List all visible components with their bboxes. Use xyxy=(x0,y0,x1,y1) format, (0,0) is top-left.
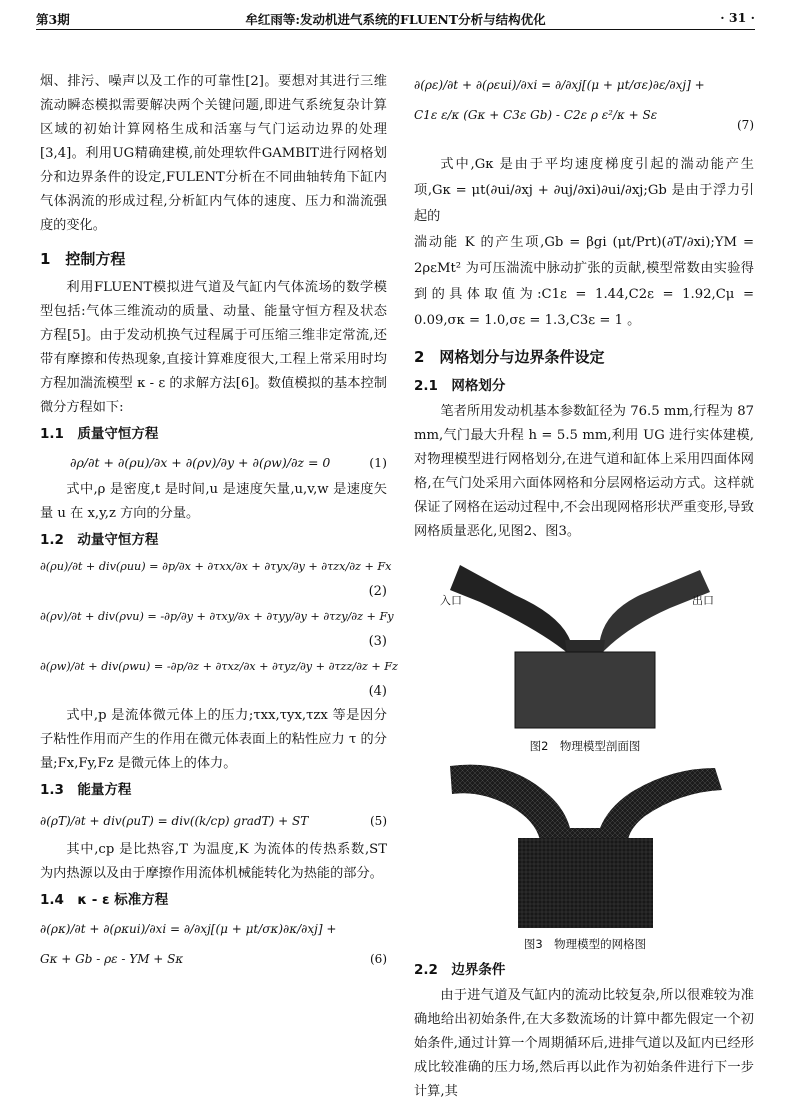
equation-6-number: (6) xyxy=(370,952,387,966)
boundary-paragraph: 由于进气道及气缸内的流动比较复杂,所以很难较为准确地给出初始条件,在大多数流场的计算中都先假定一个初始条件,通过计算一个周期循环后,进排气道以及缸内已经形成比较准确的压力场,然后再以此作为初始条件进行下一步计算,其 xyxy=(414,988,754,1099)
figure-2 xyxy=(420,560,750,760)
equation-4 xyxy=(40,654,398,680)
figure-2-drawing xyxy=(420,560,750,730)
k-epsilon-explanation-1: 式中,Gκ 是由于平均速度梯度引起的湍动能产生项,Gκ = μt(∂ui/∂xj + ∂uj/∂xi)∂ui/∂xj;Gb 是由于浮力引起的 xyxy=(414,157,754,224)
equation-7-number: (7) xyxy=(737,118,754,132)
equation-7-body: ∂(ρε)/∂t + ∂(ρεui)/∂xi = ∂/∂xj[(μ + μt/σε)∂ε/∂xj] + C1ε ε/κ (Gκ + C3ε Gb) - C2ε ρ ε²/κ + Sε xyxy=(414,78,705,122)
equation-6 xyxy=(40,914,387,978)
section-2-heading: 2 网格划分与边界条件设定 xyxy=(414,348,605,366)
subsection-1-1-heading: 1.1 质量守恒方程 xyxy=(40,426,159,442)
equation-4-number: (4) xyxy=(368,684,387,699)
equation-3-body: ∂(ρv)/∂t + div(ρvu) = -∂p/∂y + ∂τxy/∂x + ∂τyy/∂y + ∂τzy/∂z + Fy xyxy=(40,610,394,623)
mesh-paragraph: 笔者所用发动机基本参数缸径为 76.5 mm,行程为 87 mm,气门最大升程 h = 5.5 mm,利用 UG 进行实体建模,对物理模型进行网格划分,在进气道和缸体上采用四面体网格,在气门处采用六面体网格和分层网格运动方式。这样就保证了网格在运动过程中,不会出现网格形状严重变形,导致网格质量恶化,见图2、图3。 xyxy=(414,404,754,539)
momentum-eq-explanation: 式中,p 是流体微元体上的压力;τxx,τyx,τzx 等是因分子粘性作用而产生的作用在微元体表面上的粘性应力 τ 的分量;Fx,Fy,Fz 是微元体上的体力。 xyxy=(40,708,387,771)
mass-eq-explanation: 式中,ρ 是密度,t 是时间,u 是速度矢量,u,v,w 是速度矢量 u 在 x,y,z 方向的分量。 xyxy=(40,482,387,521)
equation-2-number: (2) xyxy=(368,584,387,599)
equation-4-number-row xyxy=(40,680,387,704)
energy-eq-explanation: 其中,cp 是比热容,T 为温度,K 为流体的传热系数,ST 为内热源以及由于摩擦作用流体机械能转化为热能的部分。 xyxy=(40,842,387,881)
equation-5-body: ∂(ρT)/∂t + div(ρuT) = div((k/cp) gradT) + ST xyxy=(40,814,309,828)
equation-1 xyxy=(40,448,387,478)
subsection-2-2-heading: 2.2 边界条件 xyxy=(414,962,506,978)
subsection-1-3-heading: 1.3 能量方程 xyxy=(40,782,132,798)
subsection-1-2-heading: 1.2 动量守恒方程 xyxy=(40,532,159,548)
header-rule xyxy=(36,29,755,30)
equation-3-number-row xyxy=(40,630,387,654)
right-column xyxy=(414,70,754,544)
equation-5-number: (5) xyxy=(370,814,387,828)
figure-3 xyxy=(440,758,730,956)
equation-3-number: (3) xyxy=(368,634,387,649)
equation-1-body: ∂ρ/∂t + ∂(ρu)/∂x + ∂(ρv)/∂y + ∂(ρw)/∂z = 0 xyxy=(70,455,331,470)
equation-7 xyxy=(414,70,754,152)
subsection-1-4-heading: 1.4 κ - ε 标准方程 xyxy=(40,892,169,908)
figure-3-drawing xyxy=(440,758,730,930)
page-number: · 31 · xyxy=(720,10,755,25)
equation-6-body: ∂(ρκ)/∂t + ∂(ρκui)/∂xi = ∂/∂xj[(μ + μt/σκ)∂κ/∂xj] + Gκ + Gb - ρε - YM + Sκ xyxy=(40,922,337,966)
outlet-label: 出口 xyxy=(692,594,714,607)
running-title: 牟红雨等:发动机进气系统的FLUENT分析与结构优化 xyxy=(245,12,546,27)
equation-4-body: ∂(ρw)/∂t + div(ρwu) = -∂p/∂z + ∂τxz/∂x + ∂τyz/∂y + ∂τzz/∂z + Fz xyxy=(40,660,398,673)
section-1-heading: 1 控制方程 xyxy=(40,250,126,268)
k-epsilon-explanation-2: 湍动能 K 的产生项,Gb = βgi (μt/Prt)(∂T/∂xi);YM = 2ρεMt² 为可压湍流中脉动扩张的贡献,模型常数由实验得到的具体取值为:C1ε = 1.44,C2ε = 1.92,Cμ = 0.09,σκ = 1.0,σε = 1.3,C3ε = 1 。 xyxy=(414,235,754,328)
equation-2 xyxy=(40,554,392,580)
inlet-label: 入口 xyxy=(440,594,462,607)
intro-paragraph: 烟、排污、噪声以及工作的可靠性[2]。要想对其进行三维流动瞬态模拟需要解决两个关键问题,即进气系统复杂计算区域的初始计算网格生成和活塞与气门运动边界的处理[3,4]。利用UG精确建模,前处理软件GAMBIT进行网格划分和边界条件的设定,FULENT分析在不同曲轴转角下缸内气体涡流的形成过程,分析缸内气体的速度、压力和湍流强度的变化。 xyxy=(40,74,387,233)
issue-number: 第3期 xyxy=(36,12,70,27)
equation-1-number: (1) xyxy=(369,455,387,470)
equation-5 xyxy=(40,804,387,838)
left-column xyxy=(40,70,398,978)
figure-3-caption: 图3 物理模型的网格图 xyxy=(523,937,647,951)
equation-2-body: ∂(ρu)/∂t + div(ρuu) = ∂p/∂x + ∂τxx/∂x + ∂τyx/∂y + ∂τzx/∂z + Fx xyxy=(40,560,392,573)
running-header xyxy=(36,8,755,30)
section-1-paragraph: 利用FLUENT模拟进气道及气缸内气体流场的数学模型包括:气体三维流动的质量、动量、能量守恒方程及状态方程[5]。由于发动机换气过程属于可压缩三维非定常流,还带有摩擦和传热现象,直接计算难度很大,工程上常采用时均方程加湍流模型 κ - ε 的求解方法[6]。数值模拟的基本控制微分方程如下: xyxy=(40,280,387,415)
right-column-bottom xyxy=(414,956,754,1104)
equation-3 xyxy=(40,604,394,630)
figure-2-caption: 图2 物理模型剖面图 xyxy=(529,739,641,753)
subsection-2-1-heading: 2.1 网格划分 xyxy=(414,378,506,394)
equation-2-number-row xyxy=(40,580,387,604)
